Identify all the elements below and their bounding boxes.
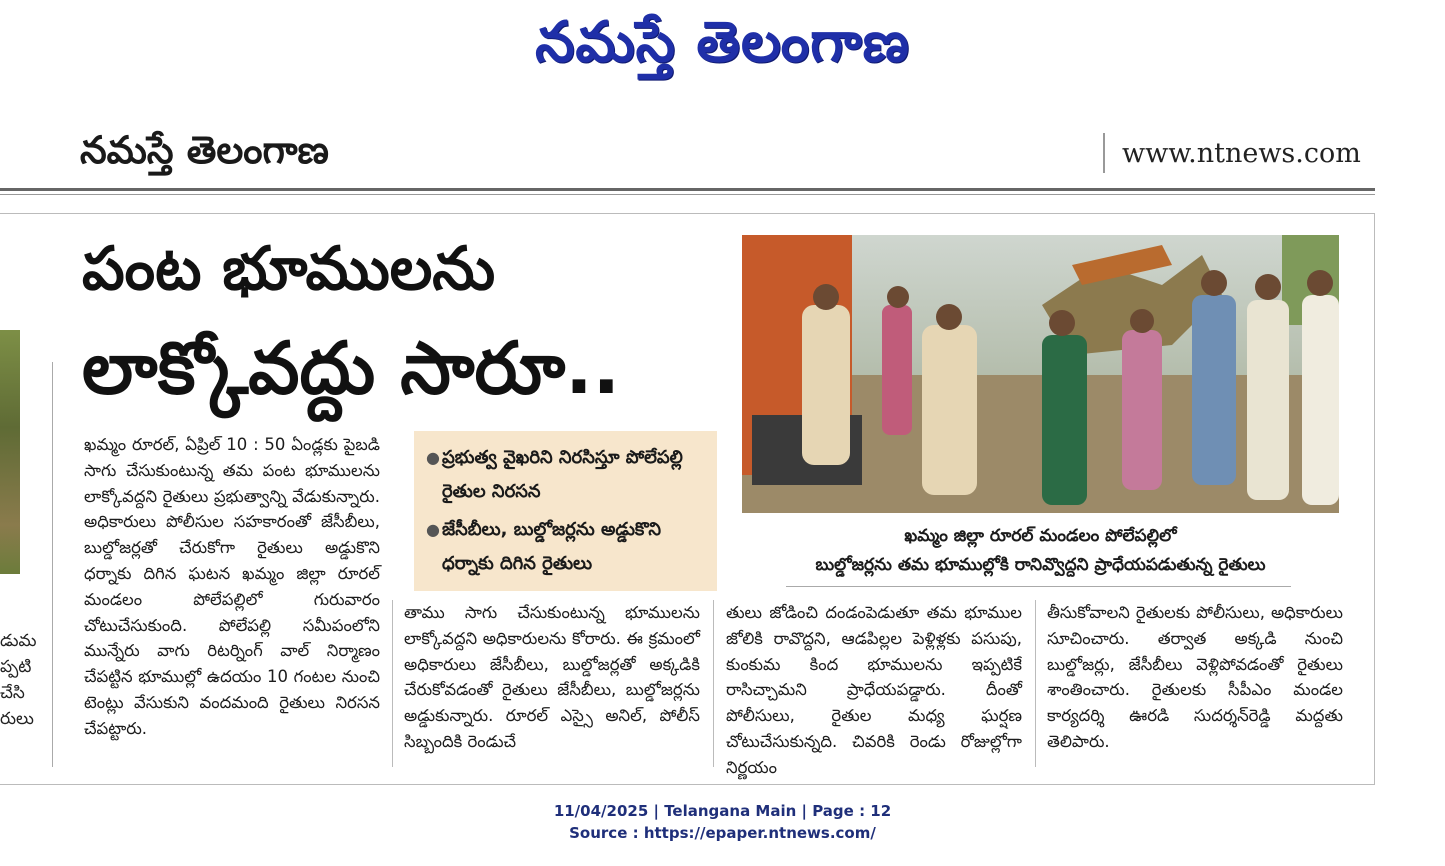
article-column-4	[1047, 600, 1343, 767]
previous-article-line: ప్పటి	[0, 657, 32, 677]
page-header-website: www.ntnews.com	[1122, 138, 1361, 169]
highlights-box	[414, 431, 717, 591]
article-column-1	[84, 432, 380, 767]
previous-article-photo	[0, 330, 20, 574]
photo-caption-line: ఖమ్మం జిల్లా రూరల్ మండలం పోలేపల్లిలో	[904, 526, 1177, 546]
photo-caption	[742, 522, 1339, 580]
page-header-paper-name: నమస్తే తెలంగాణ	[80, 128, 329, 172]
article-paragraph: ఖమ్మం రూరల్, ఏప్రిల్ 10 : 50 ఏండ్లకు పైబడి సాగు చేసుకుంటున్న తమ పంట భూములను లాక్కోవద్దని రైతులు ప్రభుత్వాన్ని వేడుకున్నారు. అధికారులు పోలీసుల సహకారంతో జేసీబీలు, బుల్డోజర్లతో చేరుకోగా రైతులు అడ్డుకొని ధర్నాకు దిగిన ఘటన ఖమ్మం జిల్లా రూరల్ మండలం పోలేపల్లిలో గురువారం చోటుచేసుకుంది. పోలేపల్లి సమీపంలోని మున్నేరు వాగు రిటర్నింగ్ వాల్ నిర్మాణం చేపట్టిన భూముల్లో ఉదయం 10 గంటల నుంచి టెంట్లు వేసుకుని వందమంది రైతులు నిరసన చేపట్టారు.	[84, 435, 380, 738]
headline-line-1: పంట భూములను	[82, 234, 496, 304]
highlight-text: జేసీబీలు, బుల్డోజర్లను అడ్డుకొని ధర్నాకు దిగిన రైతులు	[442, 519, 662, 574]
column-divider	[52, 362, 53, 767]
header-rule	[0, 188, 1375, 191]
previous-article-line: రులు	[0, 709, 34, 729]
previous-article-line: డుమ	[0, 631, 37, 651]
column-divider	[713, 600, 714, 767]
news-photo	[742, 235, 1339, 513]
headline-line-2: లాక్కోవద్దు సారూ..	[82, 326, 620, 410]
highlight-item	[426, 441, 705, 509]
photo-caption-line: బుల్డోజర్లను తమ భూముల్లోకి రానివ్వొద్దని ప్రాధేయపడుతున్న రైతులు	[815, 555, 1266, 575]
header-rule-thin	[0, 194, 1375, 195]
previous-article-line: చేసి	[0, 683, 25, 703]
caption-rule	[786, 586, 1291, 587]
column-divider	[392, 600, 393, 767]
article-paragraph: తులు జోడించి దండంపెడుతూ తమ భూముల జోలికి రావొద్దని, ఆడపిల్లల పెళ్లిళ్లకు పసుపు, కుంకుమ కింద భూములను ఇప్పటికే రాసిచ్చామని ప్రాధేయపడ్డారు. దీంతో పోలీసులు, రైతుల మధ్య ఘర్షణ చోటుచేసుకున్నది. చివరికి రెండు రోజుల్లోగా నిర్ణయం	[726, 603, 1022, 777]
header-separator	[1103, 133, 1105, 173]
footer-edition-info: 11/04/2025 | Telangana Main | Page : 12	[553, 802, 892, 820]
article-paragraph: తాము సాగు చేసుకుంటున్న భూములను లాక్కోవద్దని అధికారులను కోరారు. ఈ క్రమంలో అధికారులు జేసీబీలు, బుల్డోజర్లతో అక్కడికి చేరుకోవడంతో రైతులు జేసీబీలు, బుల్డోజర్లను అడ్డుకున్నారు. రూరల్ ఎస్సై అనిల్, పోలీస్ సిబ్బందికి రెండుచే	[404, 603, 700, 751]
masthead-logo: నమస్తే తెలంగాణ	[535, 10, 910, 75]
article-column-3	[726, 600, 1022, 777]
highlight-item	[426, 513, 705, 581]
highlight-text: ప్రభుత్వ వైఖరిని నిరసిస్తూ పోలేపల్లి రైతుల నిరసన	[442, 447, 683, 502]
bullet-icon: ●	[426, 448, 440, 467]
footer-source: Source : https://epaper.ntnews.com/	[569, 824, 876, 842]
page-footer	[0, 800, 1445, 844]
previous-article-text	[0, 628, 40, 732]
article-paragraph: తీసుకోవాలని రైతులకు పోలీసులు, అధికారులు సూచించారు. తర్వాత అక్కడి నుంచి బుల్డోజర్లు, జేసీబీలు వెళ్లిపోవడంతో రైతులు శాంతించారు. రైతులకు సీపీఎం మండల కార్యదర్శి ఊరడి సుదర్శన్‌రెడ్డి మద్దతు తెలిపారు.	[1047, 603, 1343, 751]
masthead	[0, 0, 1445, 90]
article-column-2	[404, 600, 700, 767]
column-divider	[1035, 600, 1036, 767]
bullet-icon: ●	[426, 520, 440, 539]
